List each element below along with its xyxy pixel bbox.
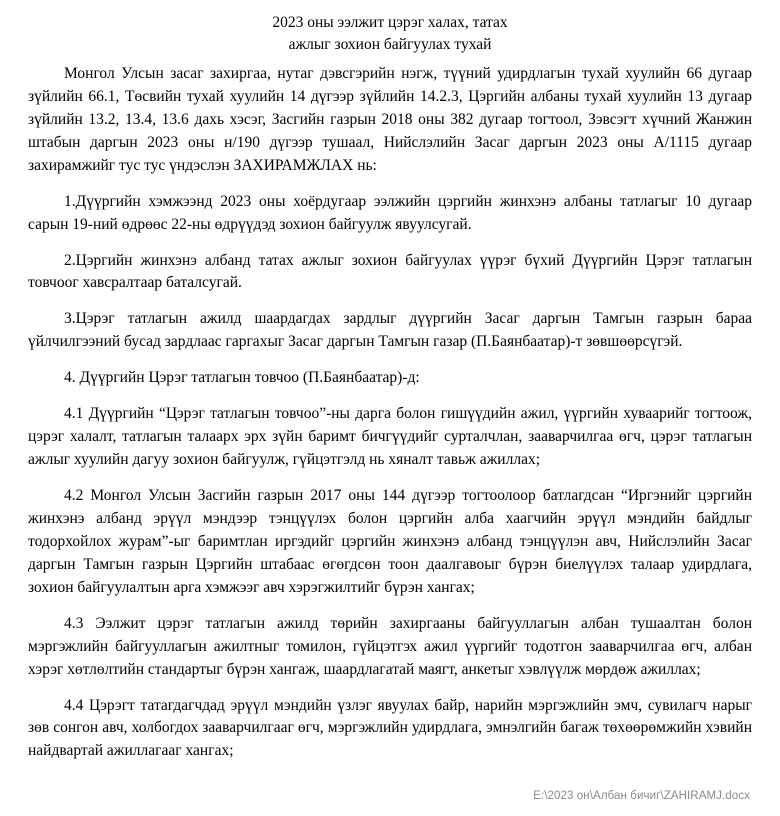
paragraph-item-4: 4. Дүүргийн Цэрэг татлагын товчоо (П.Баянбаатар)-д: <box>64 369 420 387</box>
file-path-footer: E:\2023 он\Албан бичиг\ZAHIRAMJ.docx <box>533 790 750 802</box>
paragraph-item-2: 2.Цэргийн жинхэнэ албанд татах ажлыг зохион байгуулах үүрэг бүхий Дүүргийн Цэрэг татлагын товчоог хавсралтаар баталсугай. <box>28 251 752 292</box>
title-line-1: 2023 оны ээлжит цэрэг халах, татах <box>272 14 508 31</box>
paragraph-item-4-2: 4.2 Монгол Улсын Засгийн газрын 2017 оны 144 дүгээр тогтоолоор батлагдсан “Иргэнийг цэргийн жинхэнэ албанд эрүүл мэндээр тэнцүүлэх болон цэргийн алба хаагчийн эрүүл мэндийн байдлыг тодорхойлох журам”-ыг баримтлан иргэдийг цэргийн жинхэнэ албанд тэнцүүлэн авч, Нийслэлийн Засаг даргын Тамгын газрын Цэргийн штабаас өгөгдсөн тоон даалгавоыг бүрэн биелүүлэх талаар удирдлага, зохион байгуулалтын арга хэмжээг авч хэрэгжилтийг бүрэн хангах; <box>28 487 752 596</box>
title-line-2: ажлыг зохион байгуулах тухай <box>288 36 492 54</box>
paragraph-item-4-1: 4.1 Дүүргийн “Цэрэг татлагын товчоо”-ны дарга болон гишүүдийн ажил, үүргийн хуваарийг тогтоож, цэрэг халалт, татлагын талаарх эрх зүйн баримт бичгүүдийг сурталчлан, зааварчилгаа өгч, цэрэг татлагын ажлыг хуулийн дагуу зохион байгуулж, гүйцэтгэлд нь хяналт тавьж ажиллах; <box>28 405 752 469</box>
paragraph-item-4-3: 4.3 Ээлжит цэрэг татлагын ажилд төрийн захиргааны байгууллагын албан тушаалтан болон мэргэжлийн байгууллагын ажилтныг томилон, гүйцэтгэх ажил үүргийг тодотгон зааварчилгаа өгч, албан хэрэг хөтлөлтийн стандартыг бүрэн хангаж, шаардлагатай маягт, анкетыг хэвлүүлж мөрдөж ажиллах; <box>28 614 752 678</box>
paragraph-item-3: 3.Цэрэг татлагын ажилд шаардагдах зардлыг дүүргийн Засаг даргын Тамгын газрын бараа үйлчилгээний бусад зардлаас гаргахыг Засаг даргын Тамгын газар (П.Баянбаатар)-т зөвшөөрсүгэй. <box>28 310 752 351</box>
paragraph-item-1: 1.Дүүргийн хэмжээнд 2023 оны хоёрдугаар ээлжийн цэргийн жинхэнэ албаны татлагыг 10 дугаар сарын 19-ний өдрөөс 22-ны өдрүүдэд зохион байгуулж явуулсугай. <box>28 192 752 233</box>
document-title <box>28 12 752 57</box>
paragraph-item-4-4: 4.4 Цэрэгт татагдагчдад эрүүл мэндийн үзлэг явуулах байр, нарийн мэргэжлийн эмч, сувилагч нарыг зөв сонгон авч, холбогдох зааварчилгааг өгч, мэргэжлийн удирдлага, эмнэлгийн багаж төхөөрөмжийн хэвийн найдвартай ажиллагааг хангах; <box>28 696 752 760</box>
paragraph-preamble: Монгол Улсын засаг захиргаа, нутаг дэвсгэрийн нэгж, түүний удирдлагын тухай хуулийн 66 дугаар зүйлийн 66.1, Төсвийн тухай хуулийн 14 дүгээр зүйлийн 14.2.3, Цэргийн албаны тухай хуулийн 13 дугаар зүйлийн 13.2, 13.4, 13.6 дахь хэсэг, Засгийн газрын 2018 оны 382 дугаар тогтоол, Зэвсэгт хүчний Жанжин штабын даргын 2023 оны н/190 дүгээр тушаал, Нийслэлийн Засаг даргын 2023 оны А/1115 дугаар захирамжийг тус тус үндэслэн ЗАХИРАМЖЛАХ нь: <box>28 64 752 174</box>
